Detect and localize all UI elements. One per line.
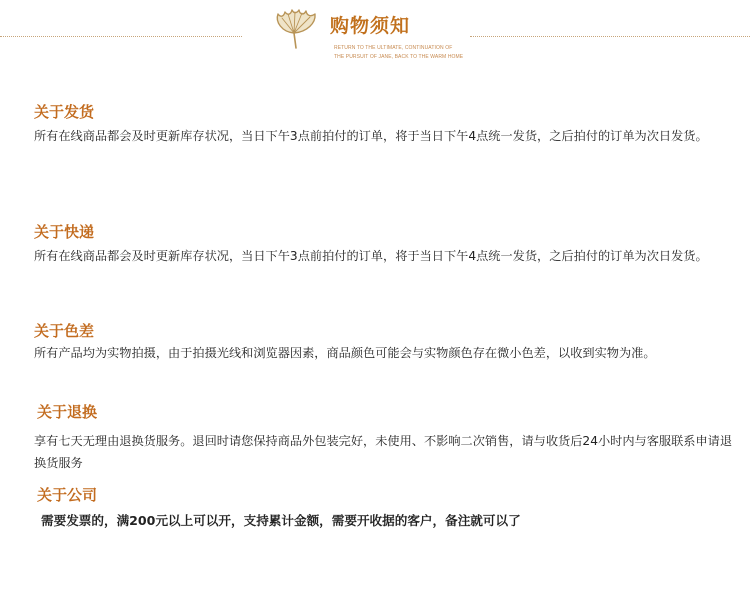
section-body: 所有产品均为实物拍摄，由于拍摄光线和浏览器因素，商品颜色可能会与实物颜色存在微小色差，以收到实物为准。 (34, 346, 656, 360)
page-title: 购物须知 (330, 15, 411, 37)
header (0, 0, 750, 80)
section-heading: 关于色差 (34, 322, 95, 340)
section-heading: 关于发货 (34, 103, 95, 121)
section-returns (34, 402, 744, 474)
page-subtitle (334, 44, 463, 62)
section-heading: 关于退换 (37, 403, 98, 421)
ginkgo-leaf-icon (272, 8, 320, 50)
section-shipping (34, 102, 744, 147)
section-body: 需要发票的，满200元以上可以开，支持累计金额，需要开收据的客户，备注就可以了 (41, 513, 521, 528)
subtitle-line-1: RETURN TO THE ULTIMATE, CONTINUATION OF (334, 45, 453, 51)
section-body: 享有七天无理由退换货服务。退回时请您保持商品外包装完好，未使用、不影响二次销售，请与收货后24小时内与客服联系申请退换货服务 (34, 434, 733, 470)
section-heading: 关于公司 (37, 486, 98, 504)
section-heading: 关于快递 (34, 223, 95, 241)
divider-right (470, 36, 750, 37)
subtitle-line-2: THE PURSUIT OF JANE, BACK TO THE WARM HOME (334, 54, 464, 60)
section-company (37, 485, 747, 532)
section-body: 所有在线商品都会及时更新库存状况，当日下午3点前拍付的订单，将于当日下午4点统一发货，之后拍付的订单为次日发货。 (34, 129, 708, 143)
section-body: 所有在线商品都会及时更新库存状况，当日下午3点前拍付的订单，将于当日下午4点统一发货，之后拍付的订单为次日发货。 (34, 249, 708, 263)
section-color-difference (34, 321, 744, 364)
section-express (34, 222, 744, 267)
divider-left (0, 36, 242, 37)
